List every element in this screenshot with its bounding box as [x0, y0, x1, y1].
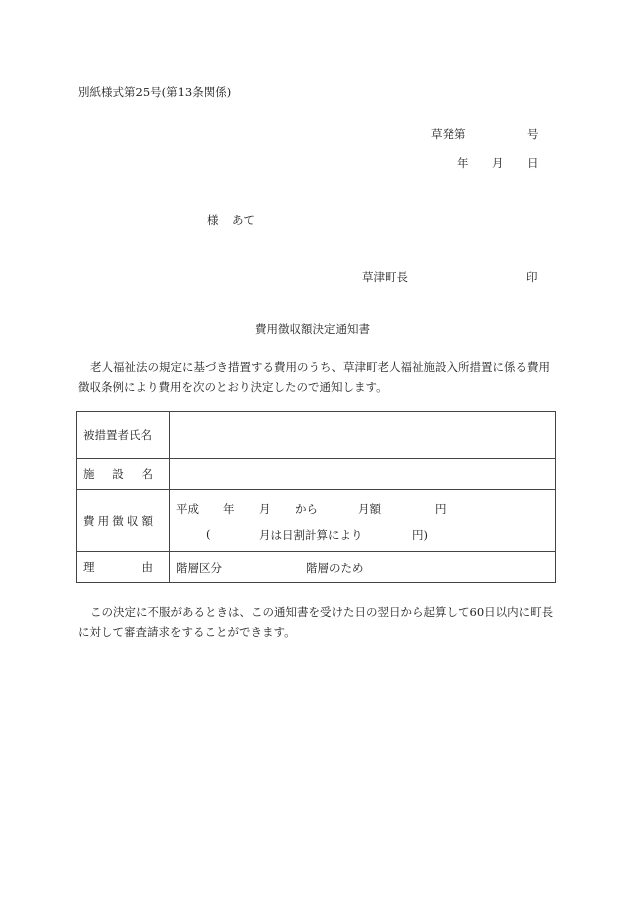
- reason-line: [176, 557, 555, 577]
- table-row: [77, 552, 556, 583]
- fee-from: から: [295, 501, 318, 516]
- label-char: 用: [97, 513, 110, 528]
- label-name: 被措置者氏名: [77, 412, 170, 459]
- document-number-suffix: 号: [527, 127, 539, 141]
- fee-monthly: 月額: [358, 501, 381, 516]
- label-char: 名: [141, 467, 153, 481]
- tier-label: 階層区分: [176, 561, 222, 575]
- fee-line-1: [176, 498, 555, 518]
- sender-title: 草津町長: [362, 270, 408, 284]
- tier-reason: 階層のため: [306, 561, 364, 575]
- value-name: [170, 412, 556, 459]
- addressee-honorific: 様: [207, 213, 219, 227]
- table-row: [77, 490, 556, 552]
- table-row: [77, 459, 556, 490]
- document-title: 費用徴収額決定通知書: [255, 322, 370, 336]
- intro-paragraph: 老人福祉法の規定に基づき措置する費用のうち、草津町老人福祉施設入所措置に係る費用徴収条例により費用を次のとおり決定したので通知します。: [78, 360, 550, 394]
- label-char: 徴: [112, 513, 124, 528]
- date-day: 日: [527, 156, 539, 170]
- document-number-prefix: 草発第: [431, 127, 466, 141]
- label-char: 費: [83, 513, 95, 528]
- fee-year: 年: [223, 501, 235, 516]
- date-year: 年: [457, 156, 469, 170]
- value-reason: [170, 552, 556, 583]
- table-row: [77, 412, 556, 459]
- fee-month: 月: [259, 501, 271, 516]
- label-char: 額: [141, 513, 153, 528]
- fee-daily-note: 月は日割計算により: [259, 527, 363, 542]
- form-number: 別紙様式第25号(第13条関係): [78, 85, 232, 99]
- label-facility: [77, 459, 170, 490]
- fee-yen: 円: [435, 501, 447, 516]
- label-fee: [77, 490, 170, 552]
- seal-mark: 印: [526, 270, 538, 284]
- addressee-ate: あて: [232, 213, 255, 227]
- label-char: 理: [83, 560, 95, 574]
- label-char: 由: [141, 560, 153, 574]
- label-char: 設: [112, 467, 124, 481]
- label-char: 収: [126, 513, 139, 528]
- era: 平成: [176, 501, 199, 516]
- value-facility: [170, 459, 556, 490]
- fee-open-paren: (: [206, 526, 211, 541]
- label-char: 施: [83, 467, 95, 481]
- fee-yen-close: 円): [412, 527, 428, 542]
- closing-paragraph: この決定に不服があるときは、この通知書を受けた日の翌日から起算して60日以内に町長に対して審査請求をすることができます。: [78, 605, 554, 639]
- fee-table: [76, 411, 556, 583]
- value-fee: [170, 490, 556, 552]
- label-reason: [77, 552, 170, 583]
- fee-line-2: [176, 524, 555, 544]
- date-month: 月: [492, 156, 504, 170]
